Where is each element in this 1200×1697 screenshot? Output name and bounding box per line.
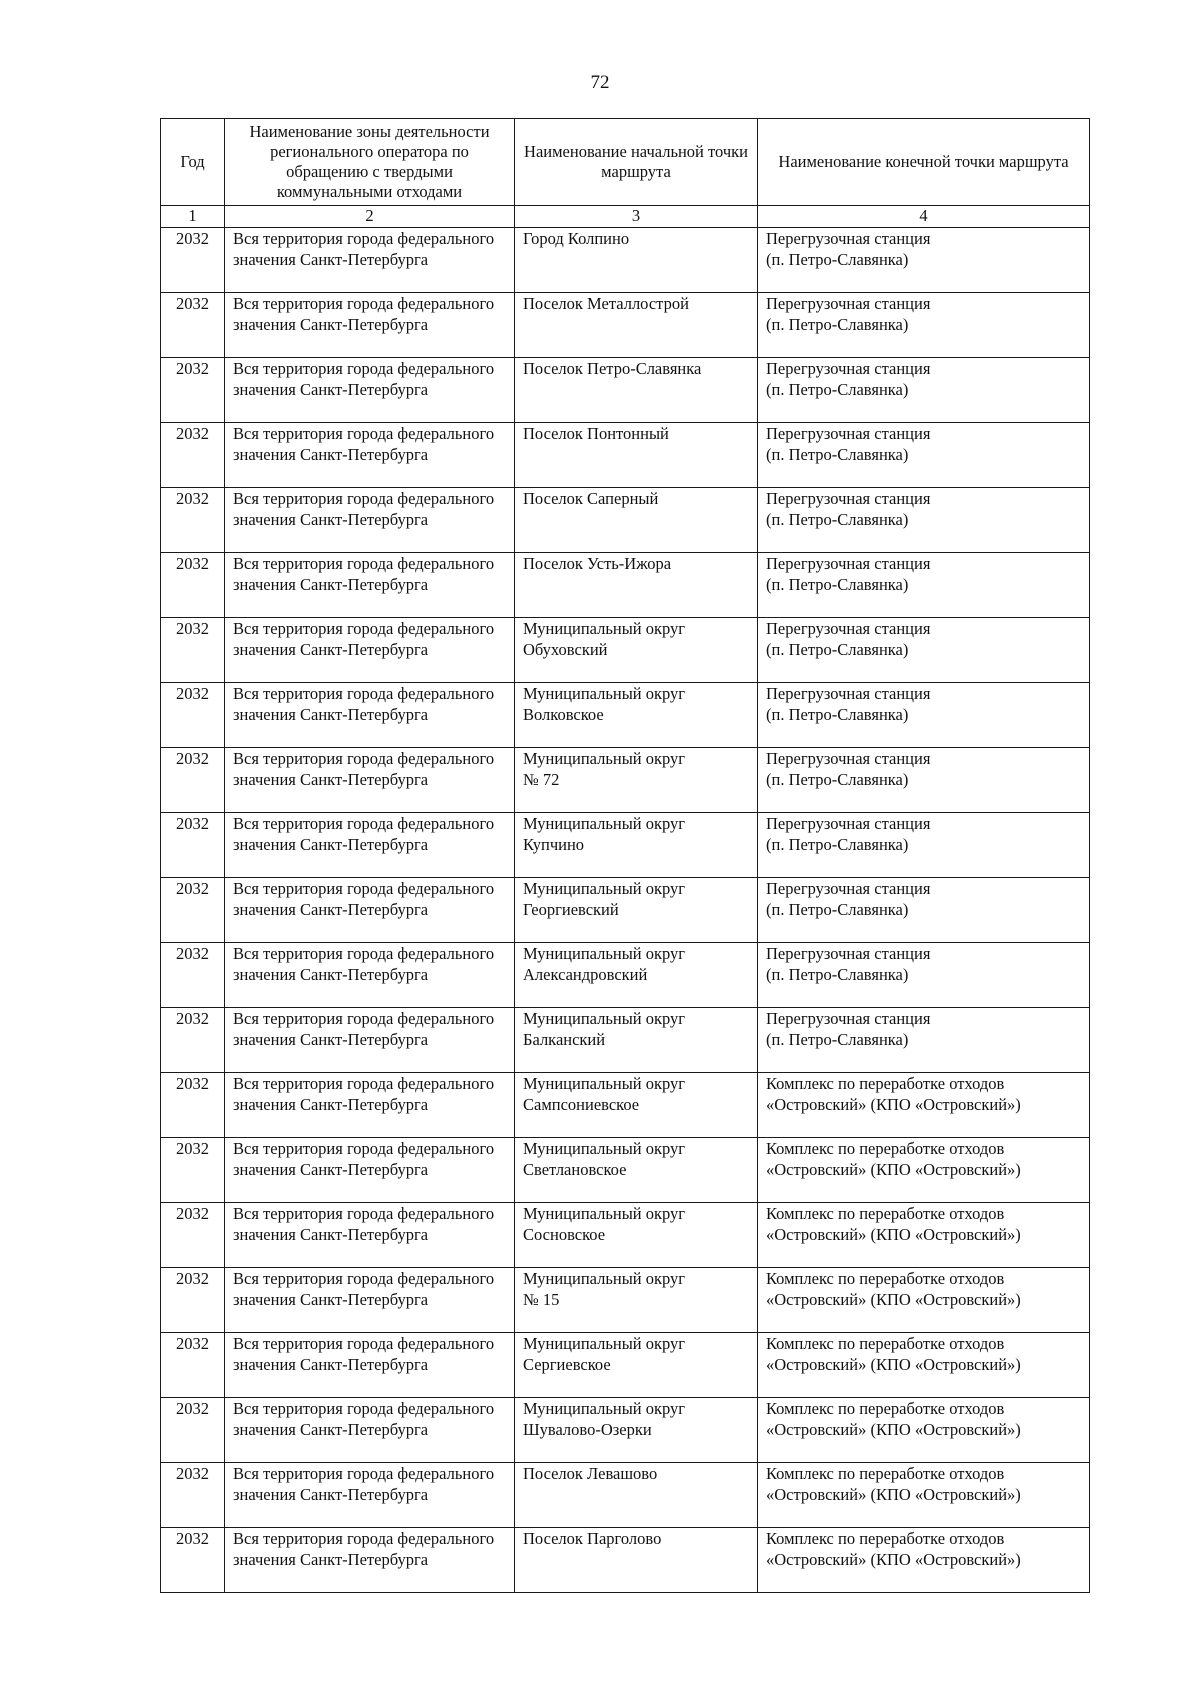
table-row bbox=[161, 1463, 1090, 1528]
table-row bbox=[161, 423, 1090, 488]
year-value: 2032 bbox=[176, 294, 209, 313]
start-point-cell bbox=[515, 943, 758, 1008]
year-value: 2032 bbox=[176, 879, 209, 898]
table-row bbox=[161, 1138, 1090, 1203]
end-point-line: Комплекс по переработке отходов bbox=[766, 1464, 1005, 1483]
header-row bbox=[161, 119, 1090, 206]
year-value: 2032 bbox=[176, 1139, 209, 1158]
zone-text: Вся территория города федерального значения Санкт-Петербурга bbox=[233, 619, 495, 659]
end-point-line: Перегрузочная станция bbox=[766, 944, 931, 963]
end-point-line: (п. Петро-Славянка) bbox=[766, 770, 909, 789]
start-point-line: Муниципальный округ bbox=[523, 1269, 686, 1288]
year-value: 2032 bbox=[176, 944, 209, 963]
year-cell bbox=[161, 488, 225, 553]
table-row bbox=[161, 878, 1090, 943]
zone-text: Вся территория города федерального значения Санкт-Петербурга bbox=[233, 1204, 495, 1244]
column-number: 3 bbox=[515, 206, 758, 228]
year-cell bbox=[161, 553, 225, 618]
end-point-cell bbox=[758, 228, 1090, 293]
zone-text: Вся территория города федерального значения Санкт-Петербурга bbox=[233, 229, 495, 269]
zone-cell bbox=[225, 1463, 515, 1528]
year-cell bbox=[161, 1203, 225, 1268]
zone-text: Вся территория города федерального значения Санкт-Петербурга bbox=[233, 1139, 495, 1179]
year-cell bbox=[161, 293, 225, 358]
end-point-cell bbox=[758, 943, 1090, 1008]
zone-cell bbox=[225, 683, 515, 748]
start-point-line: Поселок Понтонный bbox=[523, 424, 669, 443]
year-value: 2032 bbox=[176, 359, 209, 378]
end-point-line: Перегрузочная станция bbox=[766, 489, 931, 508]
table-row bbox=[161, 1398, 1090, 1463]
start-point-line: Муниципальный округ bbox=[523, 1139, 686, 1158]
start-point-line: Муниципальный округ bbox=[523, 1074, 686, 1093]
zone-text: Вся территория города федерального значения Санкт-Петербурга bbox=[233, 1269, 495, 1309]
start-point-line: Муниципальный округ bbox=[523, 684, 686, 703]
start-point-line: Муниципальный округ bbox=[523, 749, 686, 768]
zone-cell bbox=[225, 878, 515, 943]
zone-text: Вся территория города федерального значения Санкт-Петербурга bbox=[233, 489, 495, 529]
zone-cell bbox=[225, 553, 515, 618]
zone-cell bbox=[225, 1203, 515, 1268]
year-value: 2032 bbox=[176, 1529, 209, 1548]
end-point-cell bbox=[758, 748, 1090, 813]
table-row bbox=[161, 1268, 1090, 1333]
end-point-cell bbox=[758, 293, 1090, 358]
start-point-cell bbox=[515, 553, 758, 618]
start-point-line: Светлановское bbox=[523, 1160, 627, 1179]
table-row bbox=[161, 618, 1090, 683]
zone-text: Вся территория города федерального значения Санкт-Петербурга bbox=[233, 1399, 495, 1439]
zone-text: Вся территория города федерального значения Санкт-Петербурга bbox=[233, 1529, 495, 1569]
header-end-point: Наименование конечной точки маршрута bbox=[758, 119, 1090, 206]
end-point-line: (п. Петро-Славянка) bbox=[766, 575, 909, 594]
zone-cell bbox=[225, 1008, 515, 1073]
table-row bbox=[161, 813, 1090, 878]
zone-text: Вся территория города федерального значения Санкт-Петербурга bbox=[233, 554, 495, 594]
end-point-line: Перегрузочная станция bbox=[766, 879, 931, 898]
page-number: 72 bbox=[590, 72, 610, 93]
start-point-cell bbox=[515, 683, 758, 748]
year-cell bbox=[161, 683, 225, 748]
end-point-line: Перегрузочная станция bbox=[766, 554, 931, 573]
start-point-cell bbox=[515, 423, 758, 488]
table-row bbox=[161, 1073, 1090, 1138]
end-point-line: Перегрузочная станция bbox=[766, 619, 931, 638]
start-point-line: № 15 bbox=[523, 1290, 560, 1309]
start-point-line: Муниципальный округ bbox=[523, 619, 686, 638]
end-point-line: Комплекс по переработке отходов bbox=[766, 1269, 1005, 1288]
end-point-line: (п. Петро-Славянка) bbox=[766, 965, 909, 984]
end-point-line: «Островский» (КПО «Островский») bbox=[766, 1550, 1021, 1569]
end-point-cell bbox=[758, 423, 1090, 488]
end-point-cell bbox=[758, 488, 1090, 553]
table-body bbox=[161, 228, 1090, 1593]
start-point-line: Сергиевское bbox=[523, 1355, 611, 1374]
start-point-line: Сосновское bbox=[523, 1225, 606, 1244]
year-cell bbox=[161, 813, 225, 878]
start-point-line: Поселок Парголово bbox=[523, 1529, 662, 1548]
end-point-line: Перегрузочная станция bbox=[766, 229, 931, 248]
end-point-cell bbox=[758, 358, 1090, 423]
year-cell bbox=[161, 358, 225, 423]
zone-text: Вся территория города федерального значения Санкт-Петербурга bbox=[233, 1009, 495, 1049]
end-point-line: Комплекс по переработке отходов bbox=[766, 1139, 1005, 1158]
start-point-line: Муниципальный округ bbox=[523, 814, 686, 833]
end-point-cell bbox=[758, 683, 1090, 748]
end-point-line: «Островский» (КПО «Островский») bbox=[766, 1290, 1021, 1309]
start-point-line: Поселок Левашово bbox=[523, 1464, 658, 1483]
year-value: 2032 bbox=[176, 489, 209, 508]
end-point-cell bbox=[758, 553, 1090, 618]
start-point-cell bbox=[515, 228, 758, 293]
end-point-line: Комплекс по переработке отходов bbox=[766, 1399, 1005, 1418]
start-point-line: Поселок Усть-Ижора bbox=[523, 554, 672, 573]
end-point-cell bbox=[758, 813, 1090, 878]
year-value: 2032 bbox=[176, 1269, 209, 1288]
start-point-line: Купчино bbox=[523, 835, 585, 854]
start-point-cell bbox=[515, 1398, 758, 1463]
end-point-cell bbox=[758, 618, 1090, 683]
end-point-line: Перегрузочная станция bbox=[766, 294, 931, 313]
end-point-line: (п. Петро-Славянка) bbox=[766, 315, 909, 334]
year-value: 2032 bbox=[176, 1399, 209, 1418]
zone-text: Вся территория города федерального значения Санкт-Петербурга bbox=[233, 814, 495, 854]
start-point-cell bbox=[515, 358, 758, 423]
end-point-line: Перегрузочная станция bbox=[766, 424, 931, 443]
end-point-line: Перегрузочная станция bbox=[766, 1009, 931, 1028]
zone-cell bbox=[225, 1138, 515, 1203]
start-point-line: Поселок Металлострой bbox=[523, 294, 689, 313]
end-point-cell bbox=[758, 1528, 1090, 1593]
start-point-cell bbox=[515, 1333, 758, 1398]
year-value: 2032 bbox=[176, 1334, 209, 1353]
year-cell bbox=[161, 423, 225, 488]
zone-text: Вся территория города федерального значения Санкт-Петербурга bbox=[233, 1074, 495, 1114]
zone-cell bbox=[225, 813, 515, 878]
year-cell bbox=[161, 1138, 225, 1203]
zone-cell bbox=[225, 423, 515, 488]
zone-cell bbox=[225, 488, 515, 553]
start-point-line: Город Колпино bbox=[523, 229, 630, 248]
end-point-line: «Островский» (КПО «Островский») bbox=[766, 1160, 1021, 1179]
zone-cell bbox=[225, 1268, 515, 1333]
zone-text: Вся территория города федерального значения Санкт-Петербурга bbox=[233, 749, 495, 789]
start-point-cell bbox=[515, 1138, 758, 1203]
end-point-line: «Островский» (КПО «Островский») bbox=[766, 1355, 1021, 1374]
header-start-point: Наименование начальной точки маршрута bbox=[515, 119, 758, 206]
zone-cell bbox=[225, 943, 515, 1008]
end-point-line: (п. Петро-Славянка) bbox=[766, 380, 909, 399]
start-point-line: Муниципальный округ bbox=[523, 1009, 686, 1028]
start-point-line: Муниципальный округ bbox=[523, 944, 686, 963]
end-point-line: «Островский» (КПО «Островский») bbox=[766, 1420, 1021, 1439]
start-point-line: Обуховский bbox=[523, 640, 608, 659]
table-row bbox=[161, 1333, 1090, 1398]
start-point-cell bbox=[515, 1203, 758, 1268]
year-cell bbox=[161, 748, 225, 813]
table-row bbox=[161, 293, 1090, 358]
zone-text: Вся территория города федерального значения Санкт-Петербурга bbox=[233, 879, 495, 919]
table-row bbox=[161, 943, 1090, 1008]
end-point-line: «Островский» (КПО «Островский») bbox=[766, 1095, 1021, 1114]
table-row bbox=[161, 228, 1090, 293]
zone-cell bbox=[225, 618, 515, 683]
year-value: 2032 bbox=[176, 554, 209, 573]
end-point-cell bbox=[758, 1463, 1090, 1528]
zone-text: Вся территория города федерального значения Санкт-Петербурга bbox=[233, 359, 495, 399]
start-point-line: Георгиевский bbox=[523, 900, 619, 919]
year-cell bbox=[161, 1008, 225, 1073]
year-value: 2032 bbox=[176, 1464, 209, 1483]
table-row bbox=[161, 1528, 1090, 1593]
start-point-line: Балканский bbox=[523, 1030, 606, 1049]
year-cell bbox=[161, 1333, 225, 1398]
year-cell bbox=[161, 1398, 225, 1463]
end-point-cell bbox=[758, 1333, 1090, 1398]
end-point-cell bbox=[758, 1138, 1090, 1203]
zone-text: Вся территория города федерального значения Санкт-Петербурга bbox=[233, 1464, 495, 1504]
year-cell bbox=[161, 943, 225, 1008]
end-point-line: Перегрузочная станция bbox=[766, 814, 931, 833]
end-point-line: Комплекс по переработке отходов bbox=[766, 1529, 1005, 1548]
start-point-cell bbox=[515, 618, 758, 683]
start-point-line: Муниципальный округ bbox=[523, 1399, 686, 1418]
year-cell bbox=[161, 618, 225, 683]
end-point-line: Перегрузочная станция bbox=[766, 749, 931, 768]
table-row bbox=[161, 683, 1090, 748]
end-point-line: Комплекс по переработке отходов bbox=[766, 1334, 1005, 1353]
end-point-line: Перегрузочная станция bbox=[766, 684, 931, 703]
zone-cell bbox=[225, 1073, 515, 1138]
year-value: 2032 bbox=[176, 424, 209, 443]
zone-cell bbox=[225, 748, 515, 813]
end-point-cell bbox=[758, 1008, 1090, 1073]
year-value: 2032 bbox=[176, 684, 209, 703]
route-table bbox=[160, 118, 1090, 1593]
end-point-line: (п. Петро-Славянка) bbox=[766, 900, 909, 919]
end-point-line: Перегрузочная станция bbox=[766, 359, 931, 378]
end-point-line: «Островский» (КПО «Островский») bbox=[766, 1485, 1021, 1504]
end-point-line: (п. Петро-Славянка) bbox=[766, 510, 909, 529]
start-point-cell bbox=[515, 293, 758, 358]
start-point-cell bbox=[515, 1008, 758, 1073]
zone-cell bbox=[225, 293, 515, 358]
zone-text: Вся территория города федерального значения Санкт-Петербурга bbox=[233, 684, 495, 724]
start-point-line: Поселок Петро-Славянка bbox=[523, 359, 702, 378]
year-value: 2032 bbox=[176, 814, 209, 833]
year-cell bbox=[161, 1463, 225, 1528]
table-row bbox=[161, 488, 1090, 553]
start-point-cell bbox=[515, 488, 758, 553]
year-value: 2032 bbox=[176, 1074, 209, 1093]
end-point-line: «Островский» (КПО «Островский») bbox=[766, 1225, 1021, 1244]
start-point-line: Муниципальный округ bbox=[523, 1334, 686, 1353]
year-cell bbox=[161, 1528, 225, 1593]
table-row bbox=[161, 553, 1090, 618]
year-cell bbox=[161, 1268, 225, 1333]
column-number: 1 bbox=[161, 206, 225, 228]
year-cell bbox=[161, 228, 225, 293]
end-point-line: (п. Петро-Славянка) bbox=[766, 705, 909, 724]
zone-text: Вся территория города федерального значения Санкт-Петербурга bbox=[233, 944, 495, 984]
end-point-line: (п. Петро-Славянка) bbox=[766, 445, 909, 464]
end-point-cell bbox=[758, 1073, 1090, 1138]
table-row bbox=[161, 1008, 1090, 1073]
start-point-line: № 72 bbox=[523, 770, 560, 789]
end-point-cell bbox=[758, 878, 1090, 943]
zone-text: Вся территория города федерального значения Санкт-Петербурга bbox=[233, 294, 495, 334]
start-point-cell bbox=[515, 813, 758, 878]
end-point-line: Комплекс по переработке отходов bbox=[766, 1204, 1005, 1223]
zone-cell bbox=[225, 1333, 515, 1398]
year-cell bbox=[161, 1073, 225, 1138]
start-point-line: Муниципальный округ bbox=[523, 879, 686, 898]
zone-cell bbox=[225, 358, 515, 423]
table-row bbox=[161, 1203, 1090, 1268]
end-point-cell bbox=[758, 1268, 1090, 1333]
start-point-line: Сампсониевское bbox=[523, 1095, 640, 1114]
start-point-line: Волковское bbox=[523, 705, 604, 724]
table-row bbox=[161, 748, 1090, 813]
year-value: 2032 bbox=[176, 1204, 209, 1223]
zone-cell bbox=[225, 1528, 515, 1593]
end-point-line: (п. Петро-Славянка) bbox=[766, 640, 909, 659]
column-number: 2 bbox=[225, 206, 515, 228]
year-value: 2032 bbox=[176, 1009, 209, 1028]
start-point-line: Муниципальный округ bbox=[523, 1204, 686, 1223]
start-point-cell bbox=[515, 1463, 758, 1528]
start-point-line: Александровский bbox=[523, 965, 648, 984]
zone-text: Вся территория города федерального значения Санкт-Петербурга bbox=[233, 424, 495, 464]
column-number: 4 bbox=[758, 206, 1090, 228]
start-point-cell bbox=[515, 1528, 758, 1593]
start-point-cell bbox=[515, 748, 758, 813]
column-number-row bbox=[161, 206, 1090, 228]
zone-cell bbox=[225, 228, 515, 293]
start-point-line: Шувалово-Озерки bbox=[523, 1420, 652, 1439]
start-point-cell bbox=[515, 1268, 758, 1333]
year-cell bbox=[161, 878, 225, 943]
end-point-cell bbox=[758, 1398, 1090, 1463]
year-value: 2032 bbox=[176, 229, 209, 248]
start-point-cell bbox=[515, 1073, 758, 1138]
end-point-line: Комплекс по переработке отходов bbox=[766, 1074, 1005, 1093]
table-row bbox=[161, 358, 1090, 423]
start-point-cell bbox=[515, 878, 758, 943]
zone-cell bbox=[225, 1398, 515, 1463]
end-point-cell bbox=[758, 1203, 1090, 1268]
header-zone: Наименование зоны деятельности регионального оператора по обращению с твердыми коммунальными отходами bbox=[225, 119, 515, 206]
end-point-line: (п. Петро-Славянка) bbox=[766, 250, 909, 269]
start-point-line: Поселок Саперный bbox=[523, 489, 659, 508]
year-value: 2032 bbox=[176, 619, 209, 638]
end-point-line: (п. Петро-Славянка) bbox=[766, 835, 909, 854]
end-point-line: (п. Петро-Славянка) bbox=[766, 1030, 909, 1049]
zone-text: Вся территория города федерального значения Санкт-Петербурга bbox=[233, 1334, 495, 1374]
year-value: 2032 bbox=[176, 749, 209, 768]
header-year: Год bbox=[161, 119, 225, 206]
